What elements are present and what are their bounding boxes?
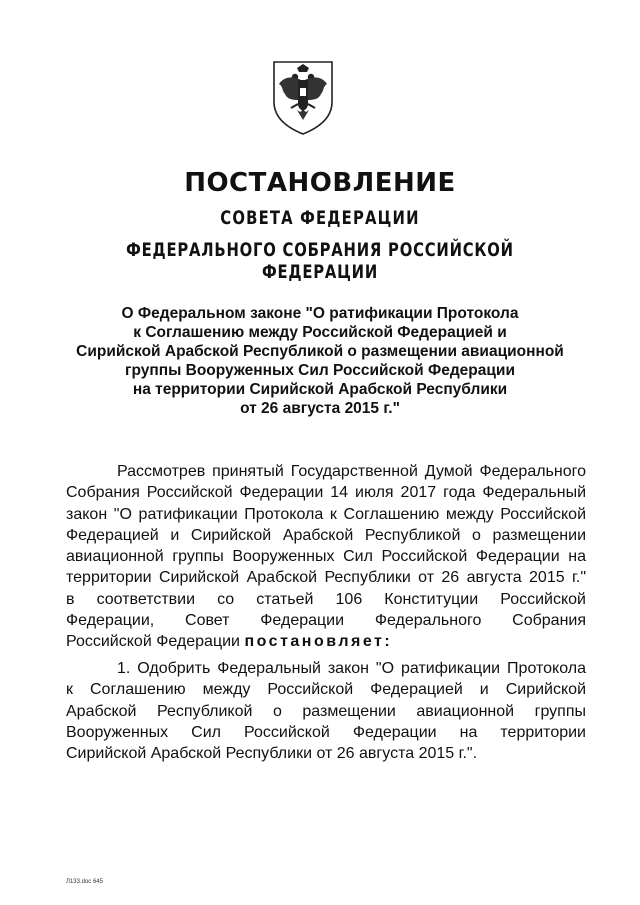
text-line: Собрания Российской Федерации 14 июля 2017 года Федеральный [66, 484, 586, 502]
subject-line: Сирийской Арабской Республикой о размещении авиационной [76, 343, 564, 360]
text-line: к Соглашению между Российской Федерацией и Сирийской [66, 681, 586, 699]
text-line: Рассмотрев принятый Государственной Думой Федерального [117, 463, 586, 480]
paragraph-preamble [66, 461, 586, 653]
subject-heading [60, 304, 580, 418]
paragraph-clause-1 [66, 658, 586, 764]
issuer-line-2: ФЕДЕРАЛЬНОГО СОБРАНИЯ РОССИЙСКОЙ ФЕДЕРАЦИИ [126, 239, 514, 283]
subject-line: О Федеральном законе "О ратификации Протокола [121, 305, 519, 322]
text-fragment: Российской Федерации [66, 633, 240, 651]
text-line: территории Сирийской Арабской Республики от 26 августа 2015 г." [66, 569, 586, 587]
text-line: закон "О ратификации Протокола к Соглашению между Российской [66, 505, 586, 523]
subject-line: группы Вооруженных Сил Российской Федерации [125, 362, 515, 379]
text-line: Арабской Республикой о размещении авиационной группы [66, 702, 586, 720]
text-line: авиационной группы Вооруженных Сил Российской Федерации на [66, 548, 586, 566]
text-line: Сирийской Арабской Республики от 26 августа 2015 г.". [66, 745, 478, 763]
coat-of-arms-emblem [270, 58, 336, 136]
text-line: 1. Одобрить Федеральный закон "О ратификации Протокола [117, 660, 586, 677]
document-title: ПОСТАНОВЛЕНИЕ [184, 168, 456, 198]
text-line: Вооруженных Сил Российской Федерации на территории [66, 723, 586, 741]
subject-line: на территории Сирийской Арабской Республики [132, 381, 508, 398]
text-line: Федерацией и Сирийской Арабской Республикой о размещении [66, 526, 586, 544]
resolution-keyword: постановляет: [244, 633, 393, 651]
text-line: Федерации, Совет Федерации Федерального Собрания [66, 612, 586, 630]
coat-of-arms-russia-icon [270, 58, 336, 136]
subject-line: к Соглашению между Российской Федерацией и [133, 324, 507, 341]
text-line-resolution [66, 631, 586, 652]
issuer-line-1: СОВЕТА ФЕДЕРАЦИИ [220, 207, 420, 229]
text-line: в соответствии со статьей 106 Конституции Российской [66, 590, 586, 608]
footer-file-reference: Л133.doc 645 [66, 879, 103, 885]
subject-line: от 26 августа 2015 г." [240, 400, 400, 417]
